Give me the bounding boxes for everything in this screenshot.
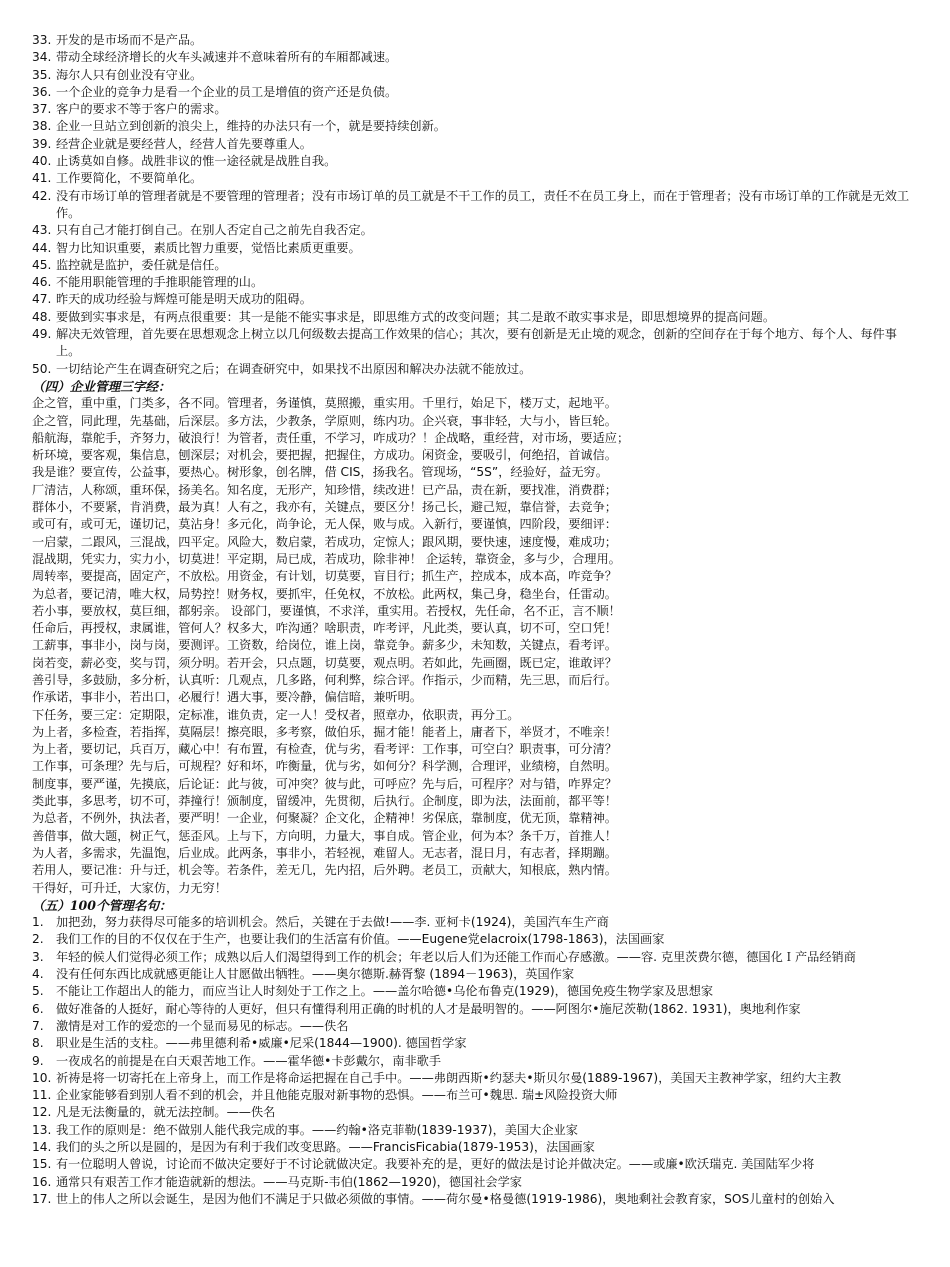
list-item	[32, 1139, 920, 1156]
item-text: 加把劲，努力获得尽可能多的培训机会。然后，关键在于去做!——李. 亚柯卡(1924)，美国汽车生产商	[56, 915, 609, 930]
item-text: 激情是对工作的爱恋的一个显而易见的标志。——佚名	[56, 1018, 349, 1033]
classic-verse-line: 下任务，要三定：定期限，定标准，谁负责，定一人！受权者，照章办，依职责，再分工。	[32, 707, 520, 722]
list-item	[32, 1104, 920, 1121]
item-number: 36.	[32, 84, 52, 99]
item-number: 48.	[32, 309, 52, 324]
item-number: 4.	[32, 967, 44, 982]
three-character-classic-body	[32, 395, 920, 897]
classic-verse-line: 若用人，要记准：升与迁，机会等。若条件，差无几，先内招，后外聘。老员工，贡献大，知根底，熟内情。	[32, 863, 617, 878]
list-item	[32, 49, 920, 66]
item-text: 海尔人只有创业没有守业。	[56, 67, 203, 82]
item-number: 1.	[32, 915, 44, 930]
classic-verse-line: 析环境，要客观，集信息，刨深层；对机会，要把握，把握住，方成功。闲资金，要吸引，何绝招，首诚信。	[32, 448, 617, 463]
classic-verse-line: 或可有，或可无，谨切记，莫沾身！多元化，尚争论，无人保，败与成。入新行，要谨慎，四阶段，要细评：	[32, 517, 617, 532]
list-item	[32, 136, 920, 153]
list-item	[32, 101, 920, 118]
item-number: 13.	[32, 1122, 52, 1137]
item-number: 37.	[32, 102, 52, 117]
list-item	[32, 32, 920, 49]
list-item	[32, 914, 920, 931]
item-text: 年轻的候人们觉得必须工作；成熟以后人们渴望得到工作的机会；年老以后人们为还能工作而心存感激。——容. 克里茨费尔德，德国化Ｉ产品经销商	[56, 949, 856, 964]
classic-verse-line: 我是谁？要宣传，公益事，要热心。树形象，创名牌，借 CIS，扬我名。管现场，“5S”，经验好，益无穷。	[32, 465, 608, 480]
item-text: 一个企业的竞争力是看一个企业的员工是增值的资产还是负债。	[56, 84, 398, 99]
item-number: 38.	[32, 119, 52, 134]
item-text: 不能用职能管理的手推职能管理的山。	[56, 275, 264, 290]
classic-verse-line: 为总者，不例外，执法者，要严明！一企业，何聚凝？企文化，企精神！劣保底，靠制度，优无顶，靠精神。	[32, 811, 617, 826]
item-text: 智力比知识重要，素质比智力重要，觉悟比素质更重要。	[56, 240, 361, 255]
item-number: 35.	[32, 67, 52, 82]
item-number: 8.	[32, 1036, 44, 1051]
list-item	[32, 983, 920, 1000]
classic-verse-line: 企之管，重中重，门类多，各不同。管理者，务谨慎，莫照搬，重实用。千里行，始足下，楼万丈，起地平。	[32, 396, 617, 411]
item-number: 2.	[32, 932, 44, 947]
item-number: 45.	[32, 257, 52, 272]
classic-verse-line: 船航海，靠舵手，齐努力，破浪行！为管者，责任重，不学习，咋成功？！企战略，重经营，对市场，要适应；	[32, 430, 630, 445]
list-item	[32, 274, 920, 291]
list-item	[32, 67, 920, 84]
item-text: 没有任何东西比成就感更能让人甘愿做出牺牲。——奥尔德斯.赫胥黎 (1894－1963)，英国作家	[56, 967, 575, 982]
list-item	[32, 153, 920, 170]
list-item	[32, 1001, 920, 1018]
list-item	[32, 118, 920, 135]
item-number: 40.	[32, 154, 52, 169]
classic-verse-line: 为人者，多需求，先温饱，后业成。此两条，事非小，若轻视，难留人。无志者，混日月，有志者，择期蹦。	[32, 845, 617, 860]
item-text: 通常只有艰苦工作才能造就新的想法。——马克斯-韦伯(1862—1920)，德国社会学家	[56, 1174, 522, 1189]
list-item	[32, 84, 920, 101]
list-item	[32, 1191, 920, 1208]
classic-verse-line: 作承诺，事非小，若出口，必履行！遇大事，要冷静，偏信暗，兼听明。	[32, 690, 422, 705]
classic-verse-line: 周转率，要提高，固定产，不放松。用资金，有计划，切莫要，盲目行；抓生产，控成本，成本高，咋竞争？	[32, 569, 617, 584]
list-item	[32, 1122, 920, 1139]
item-text: 一切结论产生在调查研究之后；在调查研究中，如果找不出原因和解决办法就不能放过。	[56, 361, 532, 376]
item-number: 15.	[32, 1157, 52, 1172]
list-item	[32, 966, 920, 983]
list-item	[32, 222, 920, 239]
list-item	[32, 326, 920, 361]
list-item	[32, 1174, 920, 1191]
list-item	[32, 1035, 920, 1052]
item-text: 开发的是市场而不是产品。	[56, 33, 203, 47]
item-text: 有一位聪明人曾说，讨论而不做决定要好于不讨论就做决定。我要补充的是，更好的做法是讨论并做决定。——或廉•欧沃瑞克. 美国陆军少将	[56, 1157, 815, 1172]
item-text: 解决无效管理，首先要在思想观念上树立以几何级数去提高工作效果的信心；其次，要有创新是无止境的观念，创新的空间存在于每个地方、每个人、每件事上。	[56, 327, 897, 359]
item-text: 不能让工作超出人的能力，而应当让人时刻处于工作之上。——盖尔哈德•乌伦布鲁克(1929)，德国免疫生物学家及思想家	[56, 984, 714, 999]
item-number: 9.	[32, 1053, 44, 1068]
section-heading-management-three-character-classic: （四）企业管理三字经：	[32, 378, 171, 394]
item-number: 42.	[32, 188, 52, 203]
classic-verse-line: 企之管，同此理，先基础，后深层。多方法，少教条，学原则，练内功。企兴衰，事非轻，大与小，皆巨轮。	[32, 413, 617, 428]
item-text: 监控就是监护，委任就是信任。	[56, 257, 227, 272]
item-number: 46.	[32, 275, 52, 290]
list-item	[32, 361, 920, 378]
item-number: 47.	[32, 292, 52, 307]
item-number: 12.	[32, 1105, 52, 1120]
item-text: 世上的伟人之所以会诞生，是因为他们不满足于只做必须做的事情。——荷尔曼•格曼德(1919-1986)，奥地剩社会教育家，SOS儿童村的创始入	[56, 1191, 835, 1206]
item-text: 工作要简化，不要简单化。	[56, 171, 203, 186]
list-item	[32, 188, 920, 223]
item-number: 11.	[32, 1088, 52, 1103]
item-text: 带动全球经济增长的火车头减速并不意味着所有的车厢都减速。	[56, 50, 398, 65]
classic-verse-line: 为上者，要切记，兵百万，藏心中！有布置，有检查，优与劣，看考评：工作事，可空白？职责事，可分清？	[32, 742, 617, 757]
item-number: 10.	[32, 1070, 52, 1085]
item-text: 祈祷是将一切寄托在上帝身上，而工作是将命运把握在自己手中。——弗朗西斯•约瑟夫•斯贝尔曼(1889-1967)，美国天主教神学家，纽约大主教	[56, 1070, 842, 1085]
classic-verse-line: 岗若变，薪必变，奖与罚，须分明。若开会，只点题，切莫要，观点明。若如此，先画圈，既已定，谁敢评？	[32, 655, 617, 670]
list-item	[32, 170, 920, 187]
item-number: 44.	[32, 240, 52, 255]
item-text: 昨天的成功经验与辉煌可能是明天成功的阻碍。	[56, 292, 312, 307]
list-item	[32, 291, 920, 308]
document-page	[32, 32, 920, 1208]
item-number: 14.	[32, 1140, 52, 1154]
item-number: 3.	[32, 949, 44, 964]
classic-verse-line: 厂清洁，人称颂，重环保，扬美名。知名度，无形产，知珍惜，续改进！已产品，责在新，要找准，消费群；	[32, 482, 617, 497]
maxims-list	[32, 32, 920, 378]
item-text: 止诱莫如自修。战胜非议的惟一途径就是战胜自我。	[56, 154, 337, 169]
classic-verse-line: 为总者，要记清，唯大权，局势控！财务权，要抓牢，任免权，不放松。此两权，集己身，稳坐台，任雷动。	[32, 586, 617, 601]
item-text: 客户的要求不等于客户的需求。	[56, 102, 227, 117]
classic-verse-line: 类此事，多思考，切不可，莽撞行！颁制度，留缓冲，先贯彻，后执行。企制度，即为法，法面前，都平等！	[32, 794, 617, 809]
classic-verse-line: 干得好，可升迁，大家仿，力无穷！	[32, 880, 227, 895]
list-item	[32, 1018, 920, 1035]
list-item	[32, 309, 920, 326]
item-number: 43.	[32, 223, 52, 238]
item-number: 39.	[32, 136, 52, 151]
item-text: 企业家能够看到别人看不到的机会，并且他能克服对新事物的恐惧。——布兰可•魏思. 瑞±风险投资大师	[56, 1088, 618, 1103]
item-number: 50.	[32, 361, 52, 376]
item-number: 7.	[32, 1018, 44, 1033]
classic-verse-line: 为上者，多检查，若指挥，莫隔层！擦亮眼，多考察，做伯乐，掘才能！能者上，庸者下，举贤才，不唯亲！	[32, 724, 617, 739]
item-text: 我工作的原则是：绝不做别人能代我完成的事。——约翰•洛克菲勒(1839-1937)，美国大企业家	[56, 1122, 578, 1137]
item-text: 职业是生活的支柱。——弗里德利希•威廉•尼采(1844—1900). 德国哲学家	[56, 1036, 467, 1051]
item-number: 17.	[32, 1191, 52, 1206]
management-quotes-list	[32, 914, 920, 1208]
classic-verse-line: 若小事，要放权，莫巨细，都躬亲。 设部门，要谨慎，不求洋，重实用。若授权，先任命，名不正，言不顺！	[32, 603, 621, 618]
list-item	[32, 931, 920, 948]
item-number: 6.	[32, 1001, 44, 1016]
item-text: 凡是无法衡量的，就无法控制。——佚名	[56, 1105, 276, 1120]
classic-verse-line: 善引导，多鼓励，多分析，认真听：几观点，几多路，何利弊，综合评。作指示，少而精，先三思，而后行。	[32, 672, 617, 687]
classic-verse-line: 混战期，凭实力，实力小，切莫进！平定期，局已成，若成功，除非神！ 企运转，靠资金，多与少，合理用。	[32, 551, 621, 566]
list-item	[32, 240, 920, 257]
item-text: 我们的头之所以是圆的，是因为有利于我们改变思路。——FrancisFicabia(1879-1953)，法国画家	[56, 1140, 595, 1154]
item-text: 一夜成名的前提是在白天艰苦地工作。——霍华德•卡彭戴尔，南非歌手	[56, 1053, 442, 1068]
classic-verse-line: 工作事，可条理？先与后，可规程？好和坏，咋衡量，优与劣，如何分？科学测，合理评，业绩榜，自然明。	[32, 759, 617, 774]
list-item	[32, 1070, 920, 1087]
item-text: 经营企业就是要经营人，经营人首先要尊重人。	[56, 136, 312, 151]
item-text: 只有自己才能打倒自己。在别人否定自己之前先自我否定。	[56, 223, 373, 238]
item-text: 没有市场订单的管理者就是不要管理的管理者；没有市场订单的员工就是不干工作的员工，责任不在员工身上，而在于管理者；没有市场订单的工作就是无效工作。	[56, 188, 910, 220]
item-text: 做好准备的人挺好，耐心等待的人更好，但只有懂得利用正确的时机的人才是最明智的。——阿图尔•施尼茨勒(1862. 1931)，奥地利作家	[56, 1001, 801, 1016]
item-number: 5.	[32, 984, 44, 999]
item-number: 49.	[32, 327, 52, 342]
classic-verse-line: 善借事，做大题，树正气，惩歪风。上与下，方向明，力量大，事自成。管企业，何为本？条千万，首推人！	[32, 828, 617, 843]
classic-verse-line: 工薪事，事非小，岗与岗，要测评。工资数，给岗位，谁上岗，靠竞争。薪多少，未知数，关键点，看考评。	[32, 638, 617, 653]
list-item	[32, 949, 920, 966]
item-text: 要做到实事求是，有两点很重要：其一是能不能实事求是，即思维方式的改变问题；其二是敢不敢实事求是，即思想境界的提高问题。	[56, 309, 776, 324]
item-text: 企业一旦站立到创新的浪尖上，维持的办法只有一个，就是要持续创新。	[56, 119, 446, 134]
classic-verse-line: 制度事，要严谨，先摸底，后论证：此与彼，可冲突？彼与此，可呼应？先与后，可程序？对与错，咋界定？	[32, 776, 617, 791]
classic-verse-line: 群体小，不要紧，肯消费，最为真！人有之，我亦有，关键点，要区分！扬己长，避己短，靠信誉，去竞争；	[32, 500, 617, 515]
list-item	[32, 1053, 920, 1070]
classic-verse-line: 任命后，再授权，隶属谁，管何人？权多大，咋沟通？啥职责，咋考评，凡此类，要认真，切不可，空口凭！	[32, 621, 617, 636]
list-item	[32, 1087, 920, 1104]
classic-verse-line: 一启蒙，二跟风，三混战，四平定。风险大，数启蒙，若成功，定惊人；跟风期，要快速，速度慢，难成功；	[32, 534, 617, 549]
section-heading-100-management-quotes: （五）100个管理名句：	[32, 897, 172, 913]
item-number: 16.	[32, 1174, 52, 1189]
item-number: 41.	[32, 171, 52, 186]
item-number: 34.	[32, 50, 52, 65]
item-text: 我们工作的目的不仅仅在于生产，也要让我们的生活富有价值。——Eugene党elacroix(1798-1863)，法国画家	[56, 932, 665, 947]
item-number: 33.	[32, 33, 52, 47]
list-item	[32, 257, 920, 274]
list-item	[32, 1156, 920, 1173]
